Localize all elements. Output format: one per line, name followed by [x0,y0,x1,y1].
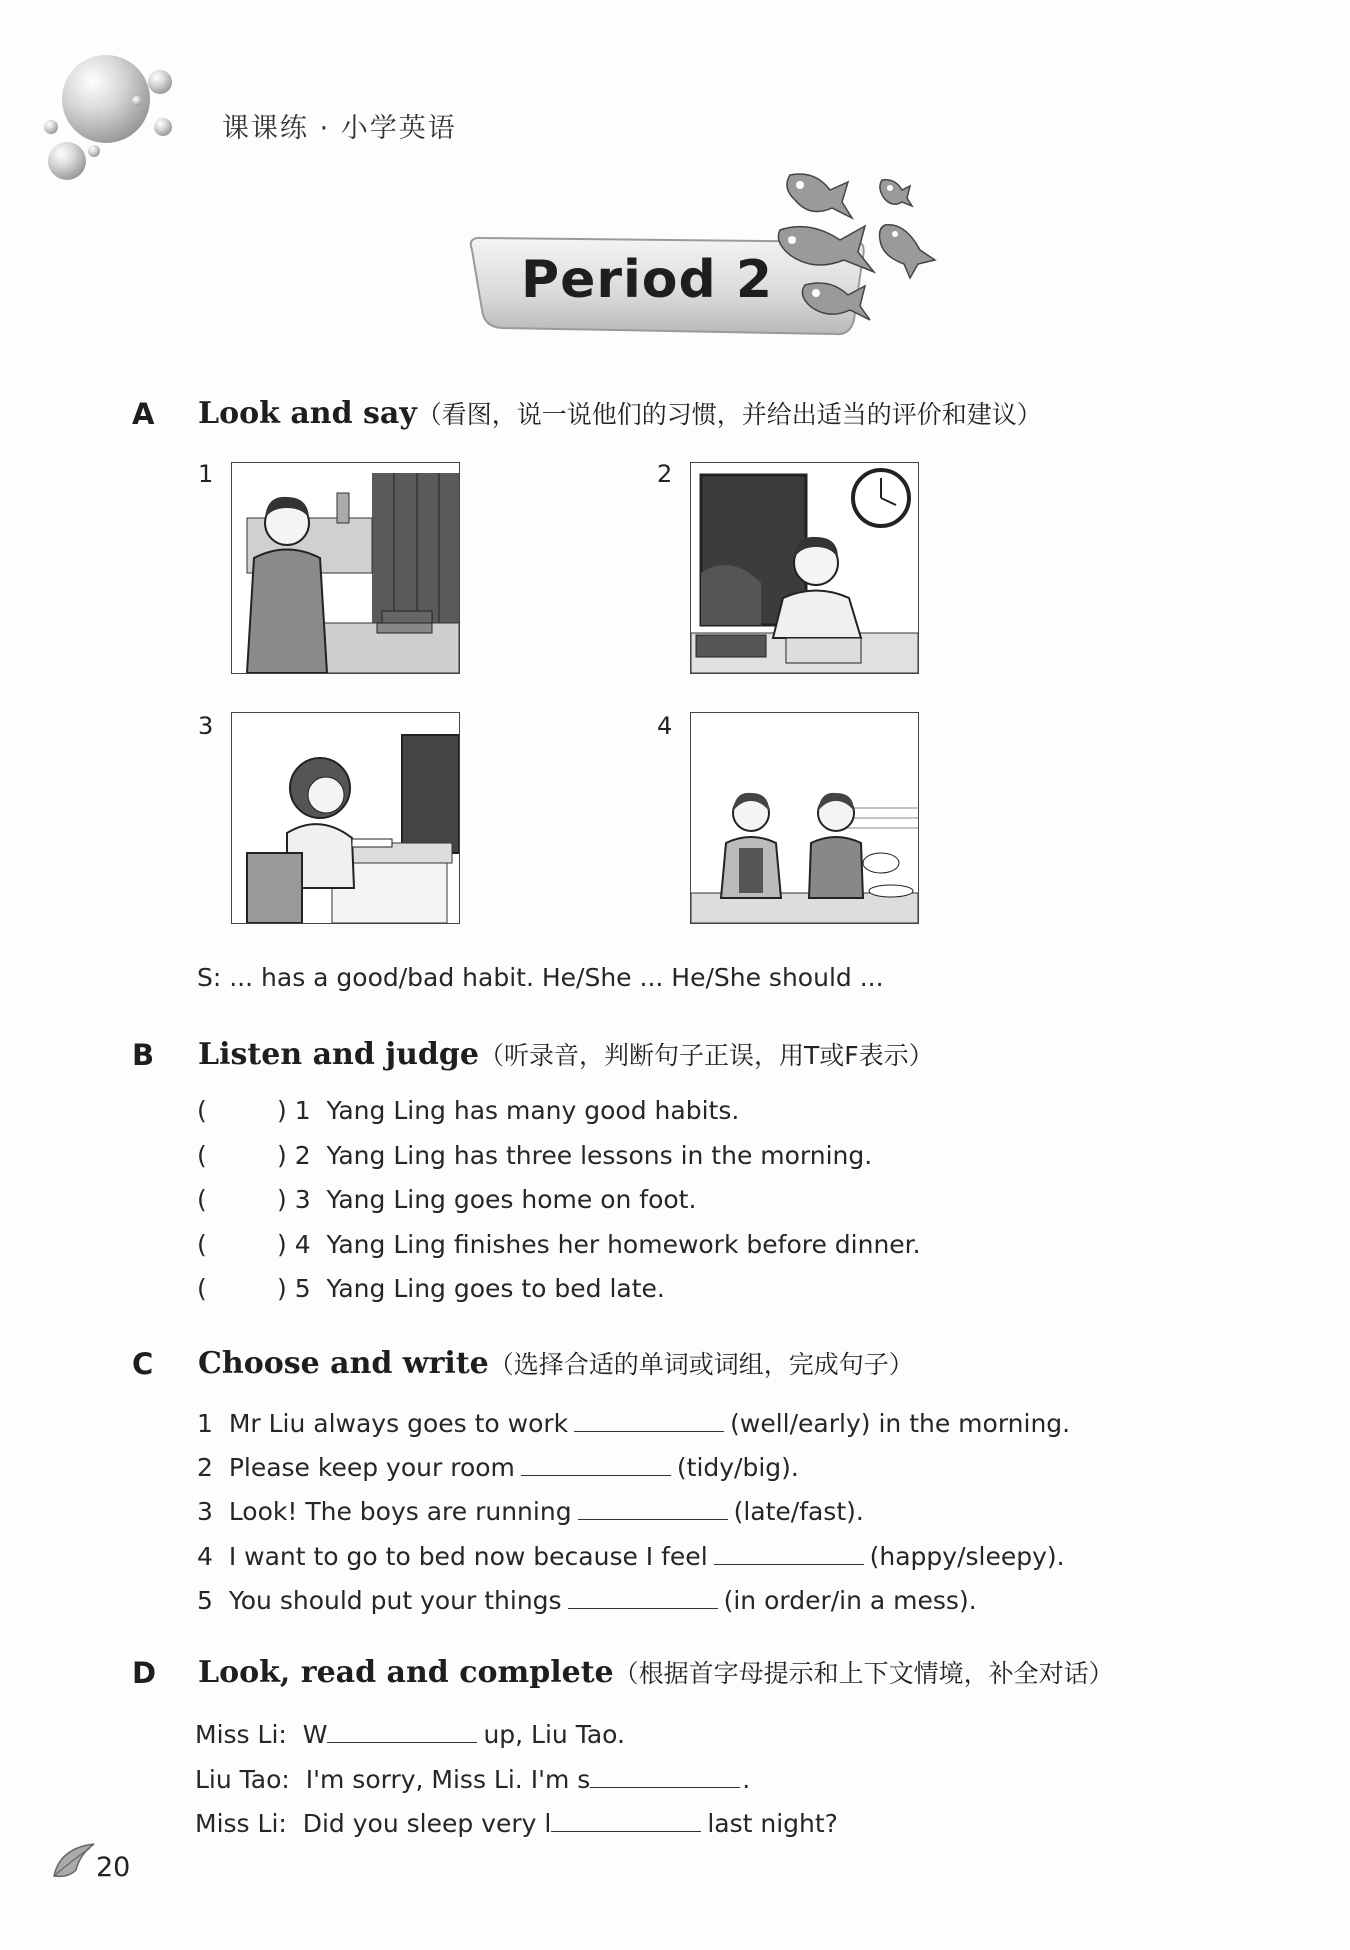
item-text: Yang Ling finishes her homework before dinner. [326,1230,921,1259]
dialogue-line [195,1761,750,1794]
picture-2 [690,462,919,674]
page-number: 20 [96,1852,131,1883]
line-text-before: Did you sleep very l [302,1809,552,1838]
line-text-before: I'm sorry, Miss Li. I'm s [305,1765,591,1794]
speaker: Miss Li: [195,1720,287,1749]
line-text-after: last night? [707,1809,838,1838]
item-text: Yang Ling goes to bed late. [326,1274,665,1303]
dialogue-line [195,1805,838,1838]
list-item [197,1405,1070,1438]
item-text: Yang Ling has many good habits. [326,1096,740,1125]
girl-reading-at-desk-icon [232,713,459,923]
leaf-icon [50,1840,98,1880]
section-a-heading: Look and say [198,396,417,431]
picture-2-number: 2 [657,460,673,488]
list-item [197,1141,872,1170]
item-text-after: (happy/sleepy). [869,1542,1065,1571]
item-text-before: I want to go to bed now because I feel [228,1542,708,1571]
answer-paren-open: ( [197,1096,207,1125]
dialogue-line [195,1716,625,1749]
item-text-after: (tidy/big). [676,1453,799,1482]
list-item [197,1274,665,1303]
item-number: 5 [197,1586,213,1615]
section-b-note: （听录音，判断句子正误，用T或F表示） [478,1041,934,1070]
list-item [197,1538,1065,1571]
answer-paren-open: ( [197,1274,207,1303]
item-number: 3 [197,1497,213,1526]
bubbles-decoration-icon [0,0,200,190]
answer-paren-close: ) 4 [277,1230,311,1259]
picture-3-number: 3 [198,712,214,740]
section-d-letter: D [132,1656,157,1690]
section-c-letter: C [132,1347,154,1381]
section-d-title [198,1654,1114,1690]
answer-blank[interactable] [590,1761,740,1788]
answer-blank[interactable] [551,1805,701,1832]
speaker: Miss Li: [195,1809,287,1838]
list-item [197,1582,977,1615]
item-text-before: Please keep your room [228,1453,515,1482]
section-d-note: （根据首字母提示和上下文情境，补全对话） [613,1659,1114,1688]
answer-blank[interactable] [714,1538,864,1565]
answer-blank[interactable] [568,1582,718,1609]
list-item [197,1230,921,1259]
item-number: 2 [197,1453,213,1482]
children-washing-dishes-icon [691,713,918,923]
item-text-before: You should put your things [228,1586,562,1615]
item-text-after: (well/early) in the morning. [730,1409,1071,1438]
answer-blank[interactable] [574,1405,724,1432]
section-d-heading: Look, read and complete [198,1655,614,1690]
item-text-after: (late/fast). [733,1497,864,1526]
answer-paren-close: ) 3 [277,1185,311,1214]
answer-paren-open: ( [197,1230,207,1259]
item-text: Yang Ling has three lessons in the morning. [326,1141,873,1170]
list-item [197,1096,739,1125]
item-text-before: Mr Liu always goes to work [228,1409,569,1438]
section-c-note: （选择合适的单词或词组，完成句子） [488,1350,914,1379]
section-a-letter: A [132,397,155,431]
answer-blank[interactable] [578,1493,728,1520]
period-title: Period 2 [520,250,774,310]
boy-writing-at-night-icon [691,463,918,673]
line-text-after: up, Liu Tao. [483,1720,625,1749]
item-number: 1 [197,1409,213,1438]
section-b-heading: Listen and judge [198,1037,479,1072]
item-text: Yang Ling goes home on foot. [326,1185,697,1214]
section-a-note: （看图，说一说他们的习惯，并给出适当的评价和建议） [416,400,1042,429]
book-title: 课课练 · 小学英语 [222,113,457,144]
section-a-sentence: S: ... has a good/bad habit. He/She ... He/She should ... [197,963,884,992]
answer-paren-close: ) 2 [277,1141,311,1170]
answer-paren-close: ) 1 [277,1096,311,1125]
section-c-title [198,1345,914,1381]
answer-paren-close: ) 5 [277,1274,311,1303]
section-b-letter: B [132,1038,155,1072]
fish-decoration-icon [770,160,950,340]
picture-3 [231,712,460,924]
list-item [197,1493,864,1526]
picture-1 [231,462,460,674]
boy-standing-by-desk-icon [232,463,459,673]
answer-blank[interactable] [521,1449,671,1476]
speaker: Liu Tao: [195,1765,290,1794]
item-text-before: Look! The boys are running [228,1497,572,1526]
line-text-before: W [302,1720,328,1749]
section-c-heading: Choose and write [198,1346,489,1381]
section-b-title [198,1036,934,1072]
answer-blank[interactable] [327,1716,477,1743]
item-number: 4 [197,1542,213,1571]
line-text-after: . [742,1765,751,1794]
section-a-title [198,395,1042,431]
picture-1-number: 1 [198,460,214,488]
answer-paren-open: ( [197,1185,207,1214]
item-text-after: (in order/in a mess). [723,1586,977,1615]
list-item [197,1449,799,1482]
list-item [197,1185,696,1214]
picture-4-number: 4 [657,712,673,740]
answer-paren-open: ( [197,1141,207,1170]
picture-4 [690,712,919,924]
